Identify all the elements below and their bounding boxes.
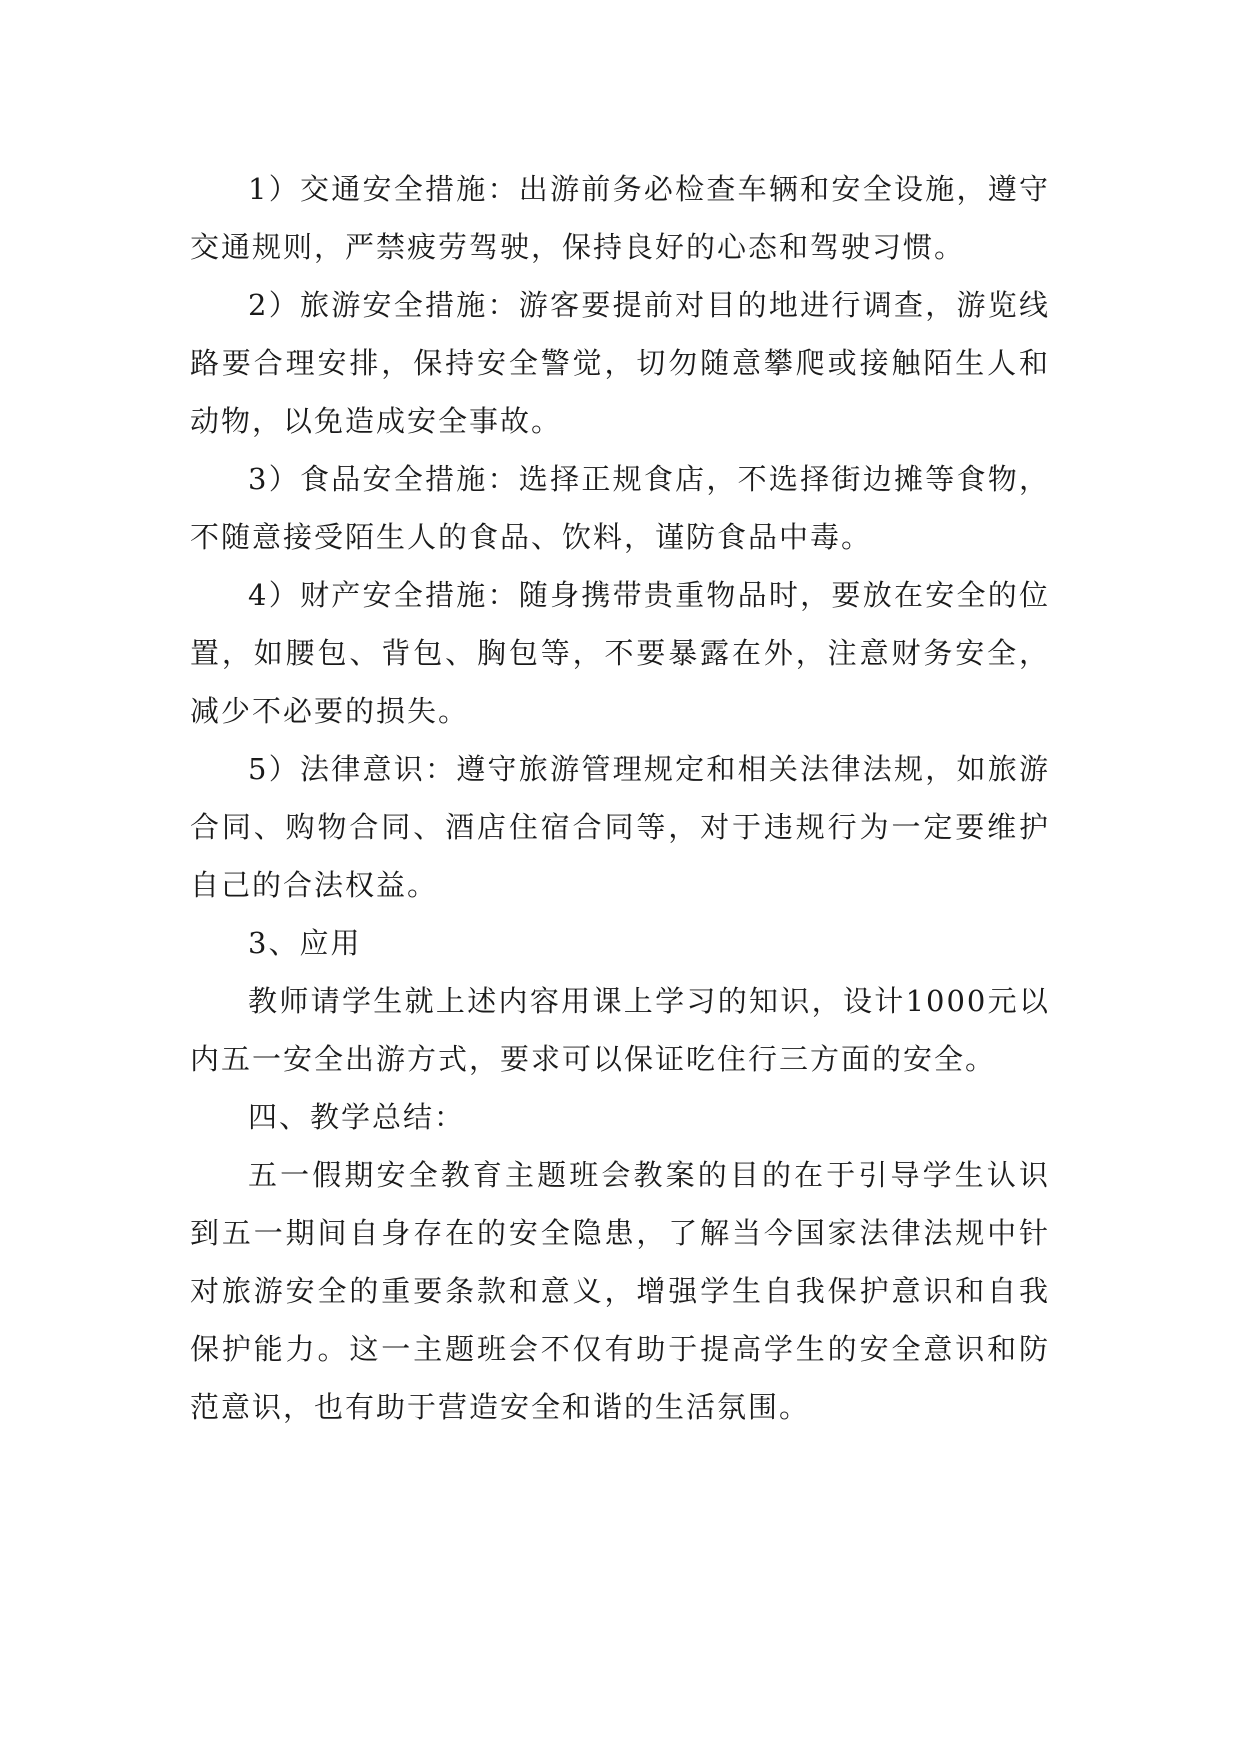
paragraph-travel-safety: 2）旅游安全措施：游客要提前对目的地进行调查，游览线路要合理安排，保持安全警觉，切勿随意攀爬或接触陌生人和动物，以免造成安全事故。	[190, 288, 1050, 438]
section-heading-summary: 四、教学总结：	[248, 1100, 466, 1134]
paragraph-summary: 五一假期安全教育主题班会教案的目的在于引导学生认识到五一期间自身存在的安全隐患，了解当今国家法律法规中针对旅游安全的重要条款和意义，增强学生自我保护意识和自我保护能力。这一主题班会不仅有助于提高学生的安全意识和防范意识，也有助于营造安全和谐的生活氛围。	[190, 1158, 1050, 1424]
document-body	[190, 160, 1050, 1436]
paragraph-traffic-safety: 1）交通安全措施：出游前务必检查车辆和安全设施，遵守交通规则，严禁疲劳驾驶，保持良好的心态和驾驶习惯。	[190, 172, 1050, 264]
section-heading-application: 3、应用	[248, 926, 362, 960]
paragraph-food-safety: 3）食品安全措施：选择正规食店，不选择街边摊等食物，不随意接受陌生人的食品、饮料，谨防食品中毒。	[190, 462, 1050, 554]
paragraph-application-task: 教师请学生就上述内容用课上学习的知识，设计1000元以内五一安全出游方式，要求可以保证吃住行三方面的安全。	[190, 984, 1050, 1076]
paragraph-property-safety: 4）财产安全措施：随身携带贵重物品时，要放在安全的位置，如腰包、背包、胸包等，不要暴露在外，注意财务安全，减少不必要的损失。	[190, 578, 1050, 728]
paragraph-legal-awareness: 5）法律意识：遵守旅游管理规定和相关法律法规，如旅游合同、购物合同、酒店住宿合同等，对于违规行为一定要维护自己的合法权益。	[190, 752, 1050, 902]
